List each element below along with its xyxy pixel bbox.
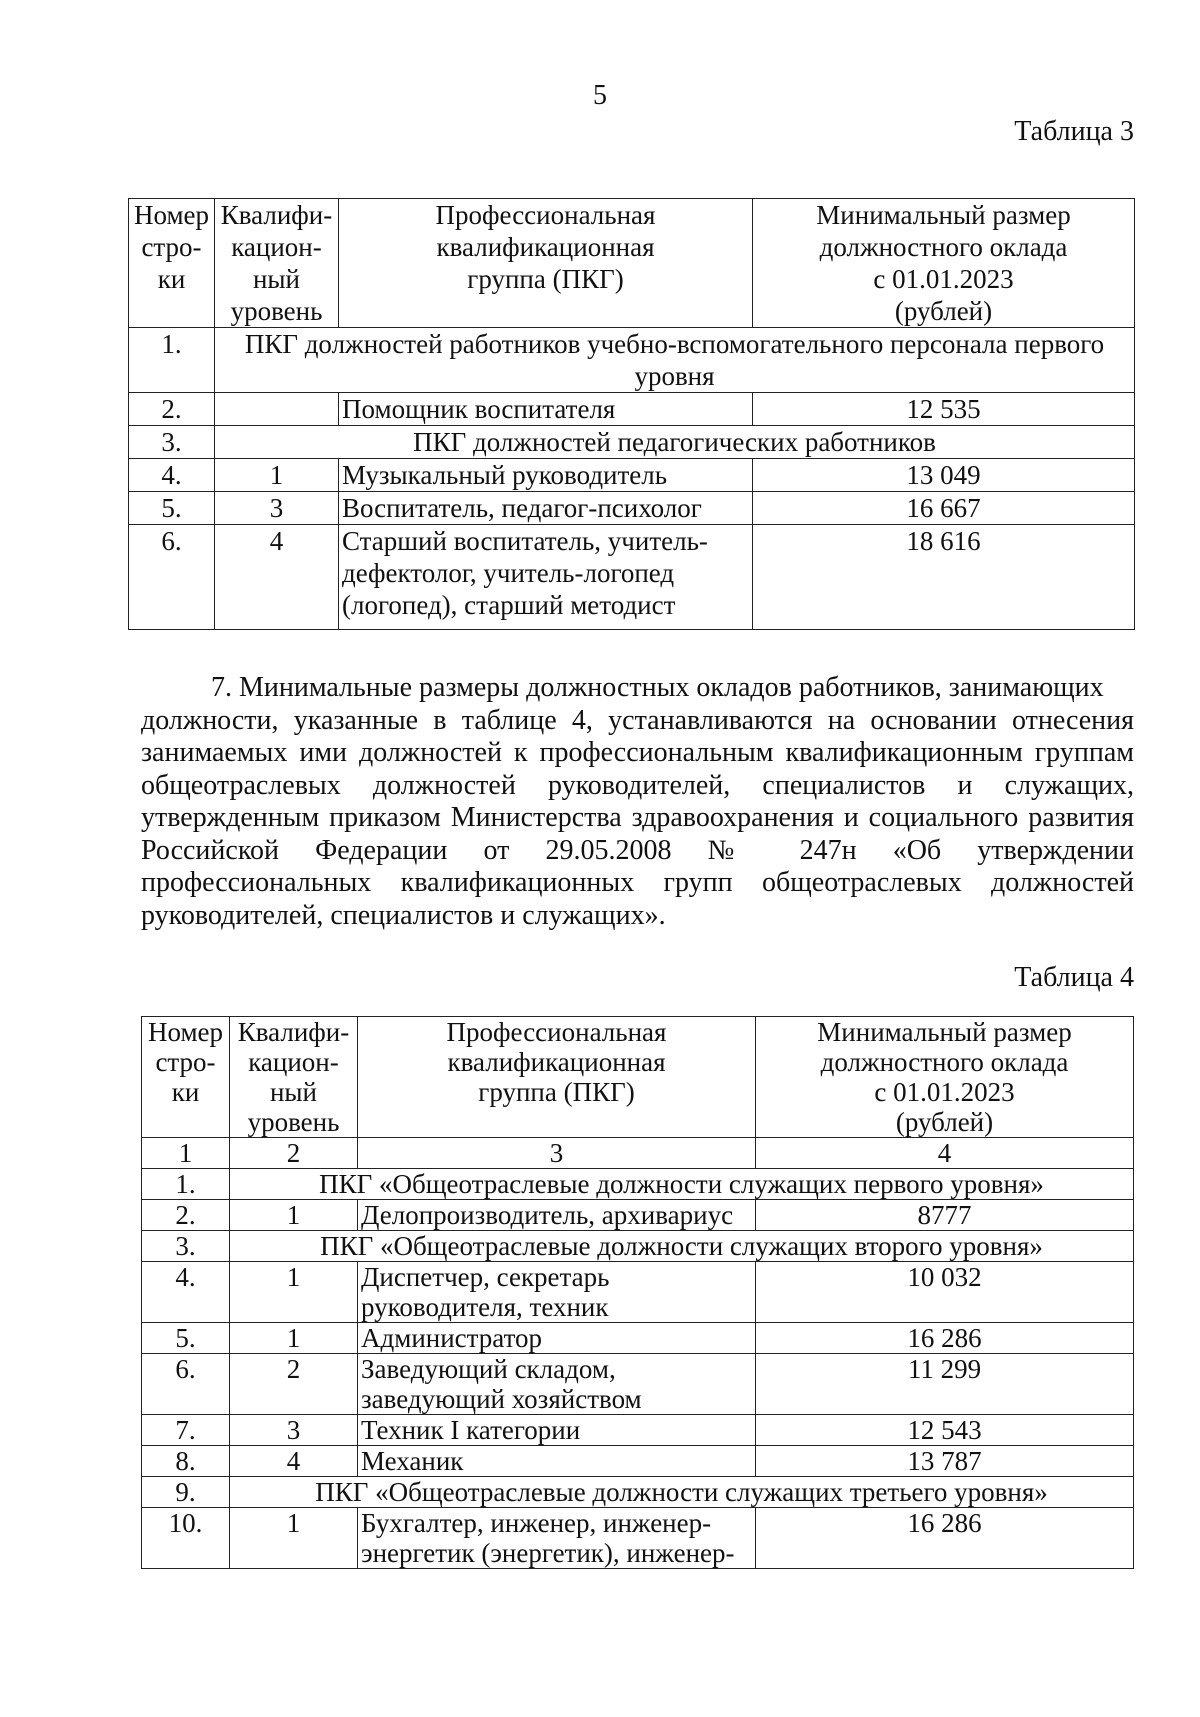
row-number: 8. [142,1446,230,1477]
header-text: Профессиональная [435,200,656,230]
header-text: Квалифи- [220,200,333,230]
row-number: 6. [129,525,215,630]
qualification-level: 4 [215,525,339,630]
header-text: Номер [133,200,210,230]
position-name: Воспитатель, педагог-психолог [339,492,753,525]
table-row [142,1446,1134,1477]
header-group [339,199,753,328]
position-name: Техник I категории [358,1415,756,1446]
header-qualification-level [230,1017,358,1138]
header-text: ный [269,1077,318,1107]
table-row [129,426,1135,459]
header-text: должностного оклада [819,232,1068,262]
table3-caption: Таблица 3 [1014,116,1134,147]
header-text: кацион- [248,1047,339,1077]
header-text: ки [171,1077,200,1107]
position-name: Диспетчер, секретарь руководителя, техник [358,1262,756,1323]
salary-value: 8777 [756,1200,1134,1231]
header-text: (рублей) [895,1107,994,1137]
group-heading: ПКГ должностей педагогических работников [215,426,1135,459]
qualification-level: 1 [215,459,339,492]
salary-value: 13 049 [753,459,1135,492]
paragraph-first-line: 7. Минимальные размеры должностных окладов работников, занимающих [211,672,1104,703]
header-text: Квалифи- [237,1017,350,1047]
row-number: 4. [129,459,215,492]
row-number: 5. [142,1323,230,1354]
qualification-level: 4 [230,1446,358,1477]
header-text: квалификационная [436,232,655,262]
table-row [142,1262,1134,1323]
position-name: Делопроизводитель, архивариус [358,1200,756,1231]
header-text: стро- [155,1047,216,1077]
table-row [129,525,1135,630]
header-group [358,1017,756,1138]
position-name: Музыкальный руководитель [339,459,753,492]
table4-header-row [142,1017,1134,1138]
row-number: 6. [142,1354,230,1415]
salary-value: 16 667 [753,492,1135,525]
column-number: 2 [230,1138,358,1169]
row-number: 7. [142,1415,230,1446]
row-number: 3. [129,426,215,459]
header-row-number [142,1017,230,1138]
header-row-number [129,199,215,328]
header-text: должностного оклада [820,1047,1069,1077]
column-number-row [142,1138,1134,1169]
header-text: ки [157,264,186,294]
header-min-salary [756,1017,1134,1138]
group-heading: ПКГ должностей работников учебно-вспомогательного персонала первого уровня [215,328,1135,393]
position-name: Механик [358,1446,756,1477]
position-name: Старший воспитатель, учитель-дефектолог, учитель-логопед (логопед), старший методист [339,525,753,630]
row-number: 2. [129,393,215,426]
table-row [142,1415,1134,1446]
table-row [142,1354,1134,1415]
qualification-level: 1 [230,1262,358,1323]
qualification-level: 1 [230,1323,358,1354]
row-number: 9. [142,1477,230,1508]
salary-value: 12 535 [753,393,1135,426]
position-name: Помощник воспитателя [339,393,753,426]
header-text: с 01.01.2023 [874,1077,1015,1107]
page-number: 5 [593,80,607,111]
paragraph-body: должности, указанные в таблице 4, устанавливаются на основании отнесения занимаемых ими должностей к профессиональным квалификационным группам общеотраслевых должностей руководителей, специалистов и служащих, утвержденным приказом Министерства здравоохранения и социального развития Российской Федерации от 29.05.2008 № 247н «Об утверждении профессиональных квалификационных групп общеотраслевых должностей руководителей, специалистов и служащих». [141,704,1134,931]
header-text: с 01.01.2023 [873,264,1014,294]
salary-value: 13 787 [756,1446,1134,1477]
group-heading: ПКГ «Общеотраслевые должности служащих третьего уровня» [230,1477,1134,1508]
table-row [142,1477,1134,1508]
salary-value: 16 286 [756,1323,1134,1354]
row-number: 1. [129,328,215,393]
paragraph-7 [141,672,1134,932]
group-heading: ПКГ «Общеотраслевые должности служащих второго уровня» [230,1231,1134,1262]
salary-value: 10 032 [756,1262,1134,1323]
qualification-level: 1 [230,1508,358,1569]
table-row [129,393,1135,426]
table-4 [141,1016,1134,1569]
row-number: 4. [142,1262,230,1323]
salary-value: 11 299 [756,1354,1134,1415]
column-number: 1 [142,1138,230,1169]
position-name: Заведующий складом, заведующий хозяйством [358,1354,756,1415]
header-text: квалификационная [447,1047,666,1077]
table-3 [128,198,1135,630]
header-text: Минимальный размер [817,1017,1072,1047]
salary-value: 16 286 [756,1508,1134,1569]
row-number: 5. [129,492,215,525]
header-text: (рублей) [894,296,993,326]
position-name: Бухгалтер, инженер, инженер-энергетик (энергетик), инженер- [358,1508,756,1569]
row-number: 1. [142,1169,230,1200]
qualification-level [215,393,339,426]
qualification-level: 3 [215,492,339,525]
header-text: стро- [141,232,202,262]
header-text: ный [252,264,301,294]
header-text: группа (ПКГ) [478,1077,635,1107]
header-qualification-level [215,199,339,328]
qualification-level: 2 [230,1354,358,1415]
row-number: 3. [142,1231,230,1262]
table3-header-row [129,199,1135,328]
header-min-salary [753,199,1135,328]
table-row [142,1169,1134,1200]
qualification-level: 1 [230,1200,358,1231]
salary-value: 12 543 [756,1415,1134,1446]
table-row [129,459,1135,492]
table-row [142,1200,1134,1231]
row-number: 2. [142,1200,230,1231]
column-number: 4 [756,1138,1134,1169]
header-text: уровень [230,296,323,326]
group-heading: ПКГ «Общеотраслевые должности служащих первого уровня» [230,1169,1134,1200]
row-number: 10. [142,1508,230,1569]
header-text: группа (ПКГ) [467,264,624,294]
qualification-level: 3 [230,1415,358,1446]
salary-value: 18 616 [753,525,1135,630]
header-text: Номер [147,1017,224,1047]
table4-caption: Таблица 4 [1014,962,1134,993]
column-number: 3 [358,1138,756,1169]
table-row [142,1508,1134,1569]
header-text: уровень [247,1107,340,1137]
table-row [142,1323,1134,1354]
header-text: Минимальный размер [816,200,1071,230]
table-row [129,328,1135,393]
header-text: кацион- [231,232,322,262]
position-name: Администратор [358,1323,756,1354]
table-row [142,1231,1134,1262]
table-row [129,492,1135,525]
header-text: Профессиональная [446,1017,667,1047]
